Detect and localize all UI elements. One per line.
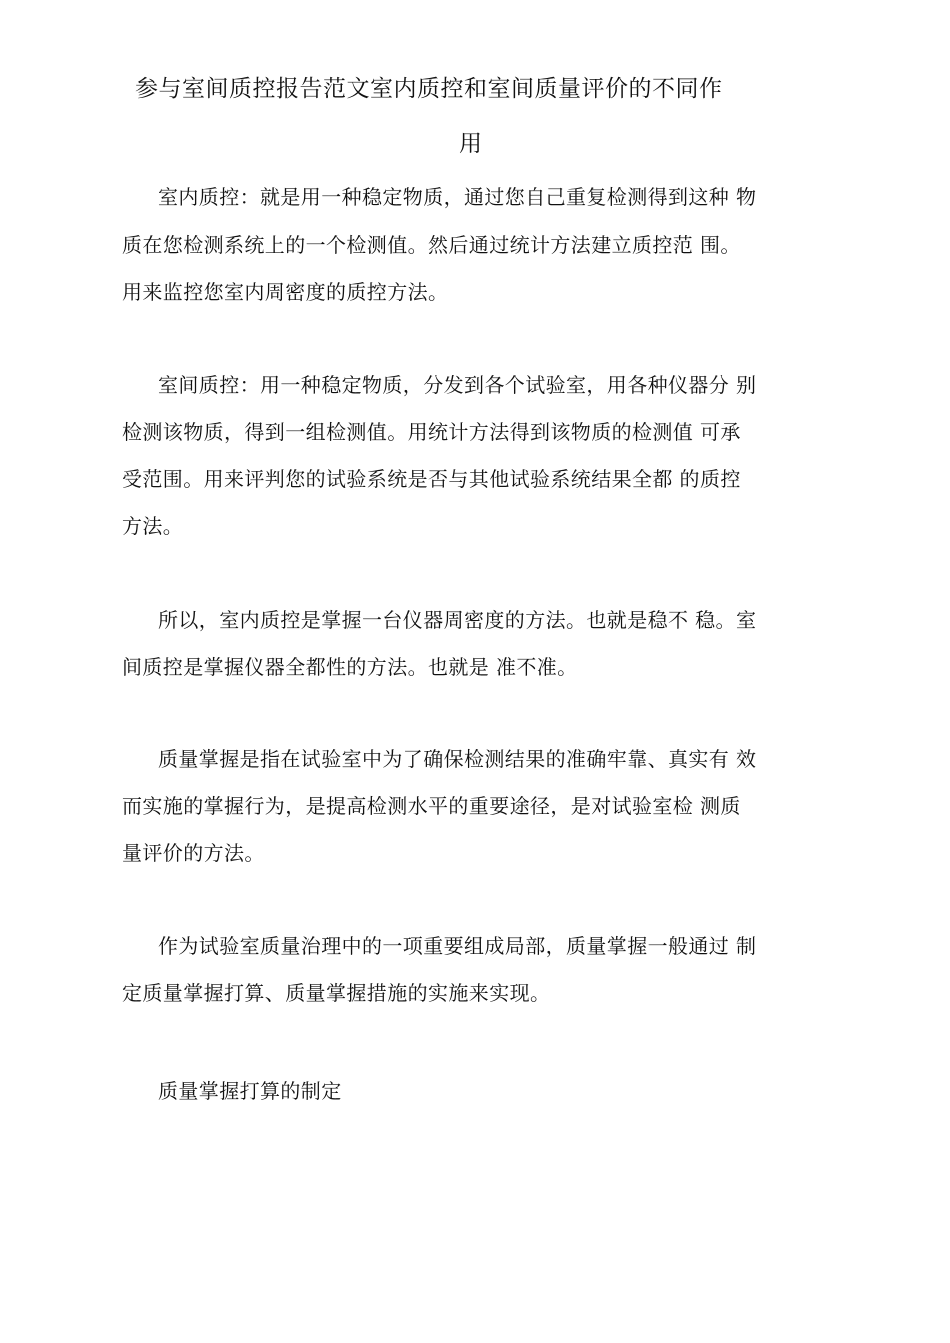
paragraph-5-line-1: 作为试验室质量治理中的一项重要组成局部，质量掌握一般通过 制: [158, 934, 757, 958]
paragraph-3-line-2: 间质控是掌握仪器全都性的方法。也就是 准不准。: [122, 655, 578, 679]
paragraph-2-line-4: 方法。: [122, 514, 184, 538]
paragraph-2-line-1: 室间质控：用一种稳定物质，分发到各个试验室，用各种仪器分 别: [158, 373, 757, 397]
paragraph-4-line-3: 量评价的方法。: [122, 841, 265, 865]
paragraph-1-line-2: 质在您检测系统上的一个检测值。然后通过统计方法建立质控范 围。: [122, 233, 741, 257]
paragraph-4-line-1: 质量掌握是指在试验室中为了确保检测结果的准确牢靠、真实有 效: [158, 747, 757, 771]
paragraph-1-line-3: 用来监控您室内周密度的质控方法。: [122, 280, 449, 304]
paragraph-2-line-2: 检测该物质，得到一组检测值。用统计方法得到该物质的检测值 可承: [122, 420, 741, 444]
paragraph-1-line-1: 室内质控：就是用一种稳定物质，通过您自己重复检测得到这种 物: [158, 185, 757, 209]
document-title-line-2: 用: [459, 131, 483, 157]
paragraph-3-line-1: 所以，室内质控是掌握一台仪器周密度的方法。也就是稳不 稳。室: [158, 608, 757, 632]
document-title-line-1: 参与室间质控报告范文室内质控和室间质量评价的不同作: [135, 76, 723, 102]
paragraph-4-line-2: 而实施的掌握行为，是提高检测水平的重要途径，是对试验室检 测质: [122, 794, 741, 818]
paragraph-6-line-1: 质量掌握打算的制定: [158, 1079, 342, 1103]
paragraph-5-line-2: 定质量掌握打算、质量掌握措施的实施来实现。: [122, 981, 551, 1005]
paragraph-2-line-3: 受范围。用来评判您的试验系统是否与其他试验系统结果全都 的质控: [122, 467, 741, 491]
